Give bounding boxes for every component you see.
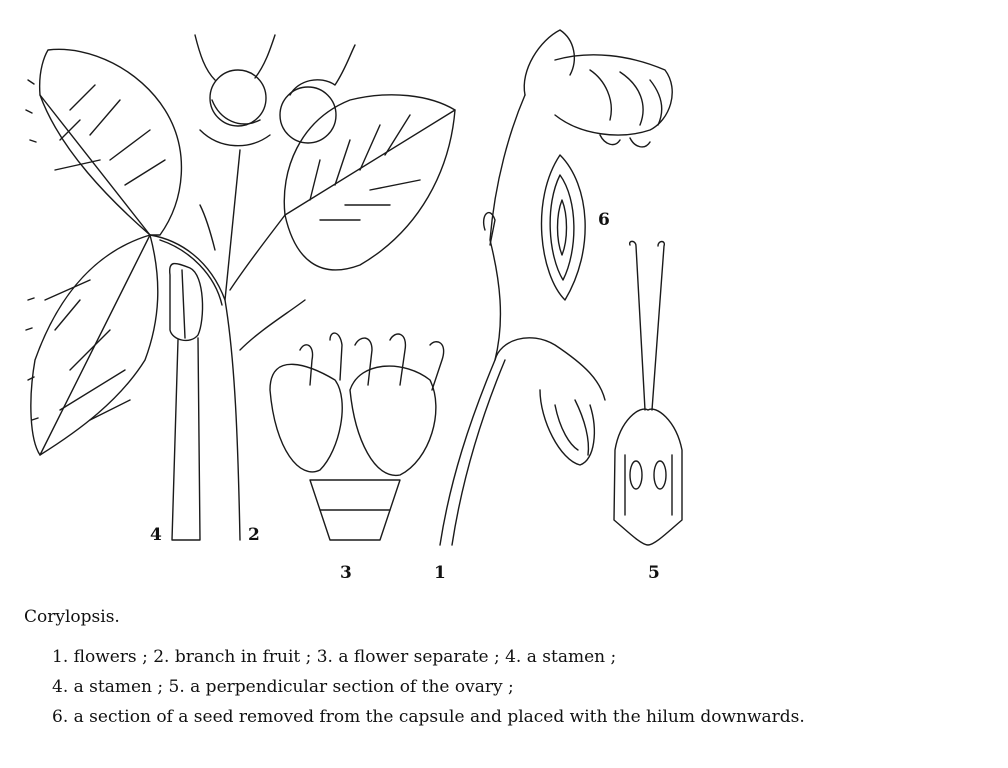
figure-number-6: 6 xyxy=(598,210,610,230)
figure-number-1: 1 xyxy=(434,563,446,583)
figure-number-5: 5 xyxy=(648,563,660,583)
fruit-branch-drawing xyxy=(150,35,455,540)
caption-line-3: 6. a section of a seed removed from the capsule and placed with the hilum downwards. xyxy=(52,707,805,727)
caption-title: Corylopsis. xyxy=(24,607,120,627)
flower-separate-drawing xyxy=(270,333,444,540)
caption-line-2: 4. a stamen ; 5. a perpendicular section of the ovary ; xyxy=(52,677,514,697)
caption-line-1: 1. flowers ; 2. branch in fruit ; 3. a flower separate ; 4. a stamen ; xyxy=(52,647,617,667)
figure-caption xyxy=(24,606,994,736)
figure-number-2: 2 xyxy=(248,525,260,545)
ovary-section-drawing xyxy=(614,241,682,545)
stamen-drawing xyxy=(170,264,203,540)
seed-section-drawing xyxy=(541,155,585,300)
figure-number-3: 3 xyxy=(340,563,352,583)
large-leaf-drawing xyxy=(26,49,181,455)
figure-number-4: 4 xyxy=(150,525,162,545)
